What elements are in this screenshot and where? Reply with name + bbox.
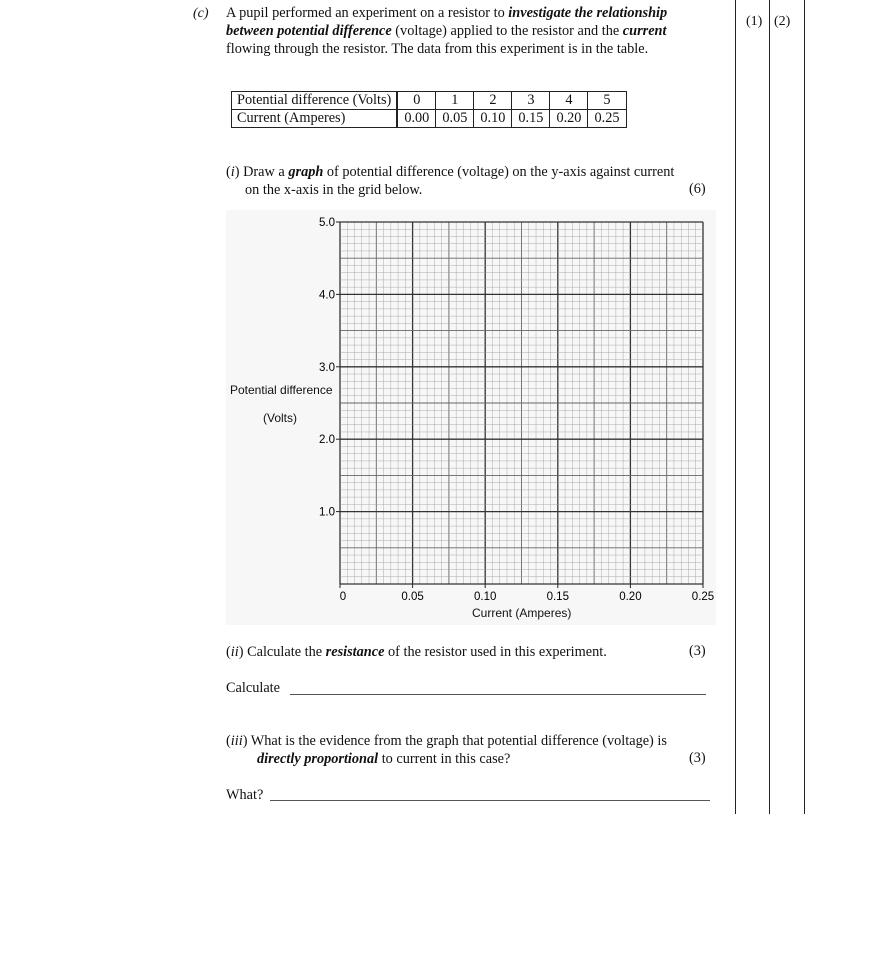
table-cell: 5 [588,92,626,110]
part-iii-prompt: (iii) What is the evidence from the graph that potential difference (voltage) is [226,733,667,749]
part-iii-answer-line[interactable] [270,800,710,801]
margin-header-1: (1) [746,14,763,29]
part-ii-prompt: (ii) Calculate the resistance of the resistor used in this experiment. [226,644,607,660]
part-ii-answer-line[interactable] [290,694,706,695]
part-ii-text-a: Calculate the [247,644,326,660]
x-axis-label: Current (Amperes) [472,606,572,620]
grid-lines [340,222,703,584]
y-axis-label: Potential difference [230,383,333,397]
part-i-emphasis: graph [288,164,324,180]
intro-emphasis-2: current [622,23,667,39]
x-axis-ticks [340,584,714,603]
table-cell: 0.00 [397,110,436,128]
table-cell: 0.15 [512,110,550,128]
table-cell: 0.20 [550,110,588,128]
part-ii-answer-label: Calculate [226,680,280,696]
intro-text-2: (voltage) applied to the resistor and the [391,23,623,39]
table-cell: 1 [436,92,474,110]
part-iii-text-a: What is the evidence from the graph that potential difference (voltage) is [250,733,667,749]
part-ii-emphasis: resistance [325,644,385,660]
part-i-prompt: (i) Draw a graph of potential difference (voltage) on the y-axis against current [226,164,675,180]
part-ii-text-c: of the resistor used in this experiment. [384,644,607,660]
table-cell: 4 [550,92,588,110]
table-cell: 2 [474,92,512,110]
margin-header-2: (2) [774,14,791,29]
part-iii-answer-label: What? [226,787,264,803]
part-iii-line2 [257,750,510,768]
x-tick-label: 0.10 [474,591,497,603]
y-tick-label: 1.0 [319,506,335,519]
question-label: (c) [193,6,209,21]
table-cell: 0.25 [588,110,626,128]
part-iii-text-c: to current in this case? [378,751,511,767]
y-tick-label: 3.0 [319,361,335,374]
table-cell: 0.10 [474,110,512,128]
y-tick-label: 2.0 [319,434,335,447]
x-tick-label: 0.15 [546,591,569,603]
part-iii-emphasis: directly proportional [257,751,379,767]
table-cell: 0.05 [436,110,474,128]
intro-text-3: flowing through the resistor. The data from this experiment is in the table. [226,41,649,57]
y-axis-unit: (Volts) [263,411,298,425]
y-axis-ticks [319,217,340,519]
x-tick-label: 0.20 [619,591,642,603]
intro-emphasis-1: investigate the relationship between potential difference [226,5,668,39]
table-cell: 3 [512,92,550,110]
part-i-text-c: of potential difference (voltage) on the y-axis against current [323,164,675,180]
intro-text-1: A pupil performed an experiment on a resistor to [226,5,509,21]
x-tick-label: 0.25 [691,591,715,603]
x-tick-label: 0 [339,591,347,603]
y-tick-label: 5.0 [319,217,335,229]
part-i-text-a: Draw a [243,164,289,180]
part-i-marks: (6) [689,181,706,197]
part-ii-marks: (3) [689,643,706,659]
table-cell: 0 [397,92,436,110]
part-i-number: i [230,164,235,180]
part-iii-marks: (3) [689,750,706,766]
x-tick-label: 0.05 [401,591,424,603]
table-row-label: Potential difference (Volts) [232,92,398,110]
part-ii-number: ii [230,644,239,660]
y-tick-label: 4.0 [319,289,335,302]
part-i-line2: on the x-axis in the grid below. [245,182,423,198]
part-iii-number: iii [230,733,243,749]
table-row-label: Current (Amperes) [232,110,398,128]
